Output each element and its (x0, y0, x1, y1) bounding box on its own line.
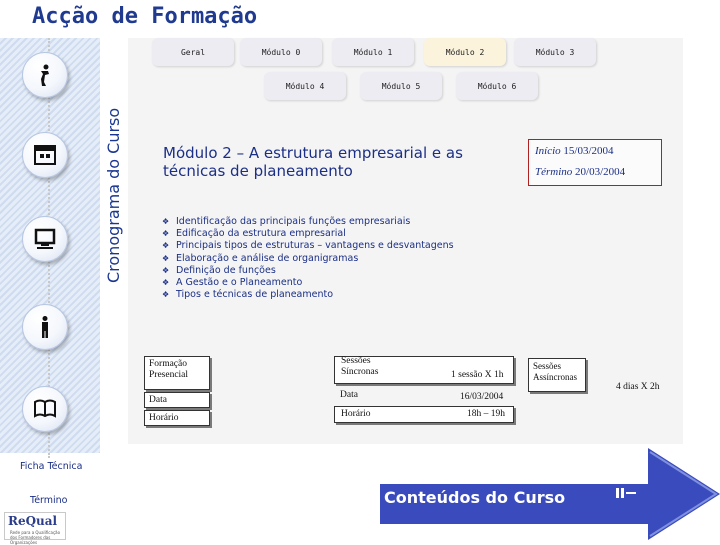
topic-list (162, 216, 454, 301)
tab-modulo-2[interactable]: Módulo 2 (424, 38, 506, 66)
module-dates (528, 139, 662, 186)
list-item: ❖ Identificação das principais funções empresariais (162, 216, 411, 227)
tab-modulo-0[interactable]: Módulo 0 (240, 38, 322, 66)
diamond-bullet-icon: ❖ (162, 278, 170, 288)
conteudos-label[interactable]: Conteúdos do Curso (384, 488, 566, 507)
tab-geral[interactable]: Geral (152, 38, 234, 66)
list-item: ❖ Principais tipos de estruturas – vantagens e desvantagens (162, 240, 454, 252)
end-label: Término (535, 166, 573, 178)
assincronas-value: 4 dias X 2h (616, 382, 660, 392)
presencial-data-label: Data (144, 392, 210, 408)
tab-modulo-4[interactable]: Módulo 4 (264, 72, 346, 100)
diamond-bullet-icon: ❖ (162, 265, 170, 275)
sincronas-value: 1 sessão X 1h (451, 370, 504, 380)
list-item: ❖ A Gestão e o Planeamento (162, 277, 303, 289)
tab-modulo-1[interactable]: Módulo 1 (332, 38, 414, 66)
diamond-bullet-icon: ❖ (162, 217, 170, 226)
sincronas-row (334, 356, 514, 384)
sincronas-horario: 18h – 19h (467, 409, 505, 419)
list-item: ❖ Edificação da estrutura empresarial (162, 228, 346, 240)
calendar-icon[interactable] (22, 132, 68, 178)
assincronas-label: Sessões Assíncronas (528, 358, 586, 392)
tab-modulo-3[interactable]: Módulo 3 (514, 38, 596, 66)
sincronas-data: 16/03/2004 (460, 392, 504, 402)
diamond-bullet-icon: ❖ (162, 229, 170, 239)
termino-link[interactable]: Término (30, 495, 68, 506)
sincronas-horario-row (334, 406, 514, 423)
presencial-label: Formação Presencial (144, 356, 210, 390)
sincronas-label: Sessões Síncronas (341, 356, 379, 377)
sincronas-horario-label: Horário (341, 409, 371, 419)
figure-icon[interactable] (22, 52, 68, 98)
ficha-tecnica-link[interactable]: Ficha Técnica (20, 461, 83, 472)
computer-icon[interactable] (22, 216, 68, 262)
list-item: ❖ Elaboração e análise de organigramas (162, 252, 359, 264)
course-schedule-label: Cronograma do Curso (104, 107, 123, 283)
list-item: ❖ Tipos e técnicas de planeamento (162, 289, 334, 301)
sincronas-data-label: Data (340, 390, 358, 400)
presencial-horario-label: Horário (144, 410, 210, 426)
list-item: ❖ Definição de funções (162, 264, 276, 276)
start-label: Início (535, 145, 561, 157)
start-date: 15/03/2004 (563, 145, 614, 157)
diamond-bullet-icon: ❖ (162, 253, 170, 263)
tab-modulo-6[interactable]: Módulo 6 (456, 72, 538, 100)
person-icon[interactable] (22, 304, 68, 350)
module-title: Módulo 2 – A estrutura empresarial e as técnicas de planeamento (163, 144, 463, 180)
page-title: Acção de Formação (32, 4, 258, 29)
diamond-bullet-icon: ❖ (162, 290, 170, 300)
end-date: 20/03/2004 (575, 166, 626, 178)
tab-modulo-5[interactable]: Módulo 5 (360, 72, 442, 100)
book-icon[interactable] (22, 386, 68, 432)
diamond-bullet-icon: ❖ (162, 241, 170, 251)
